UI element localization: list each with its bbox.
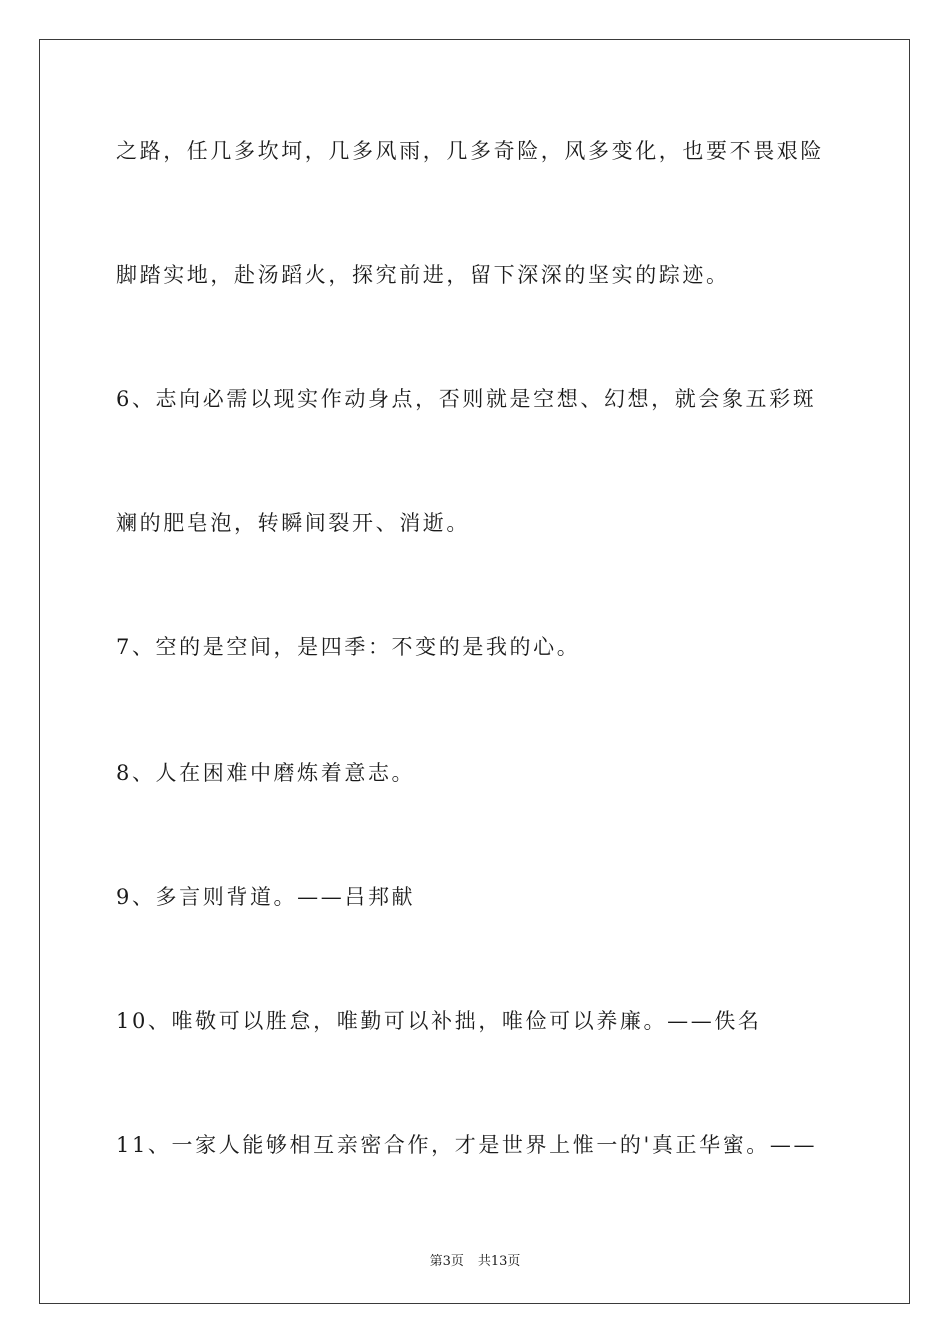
text-line-1: 之路，任几多坎坷，几多风雨，几多奇险，风多变化，也要不畏艰险 — [116, 139, 824, 163]
text-line-8: 10、唯敬可以胜怠，唯勤可以补拙，唯俭可以养廉。——佚名 — [116, 1009, 762, 1033]
text-line-6: 8、人在困难中磨炼着意志。 — [116, 761, 416, 785]
text-line-7: 9、多言则背道。——吕邦献 — [116, 885, 416, 909]
text-line-9: 11、一家人能够相互亲密合作，才是世界上惟一的'真正华蜜。—— — [116, 1133, 818, 1157]
page-border — [39, 39, 910, 1304]
page-footer — [0, 1250, 950, 1269]
text-line-2: 脚踏实地，赴汤蹈火，探究前进，留下深深的坚实的踪迹。 — [116, 263, 730, 287]
page-total: 共13页 — [477, 1254, 521, 1269]
text-line-5: 7、空的是空间，是四季：不变的是我的心。 — [116, 635, 581, 659]
text-line-3: 6、志向必需以现实作动身点，否则就是空想、幻想，就会象五彩斑 — [116, 387, 817, 411]
page-number: 第3页 — [429, 1254, 464, 1269]
text-line-4: 斓的肥皂泡，转瞬间裂开、消逝。 — [116, 511, 470, 535]
